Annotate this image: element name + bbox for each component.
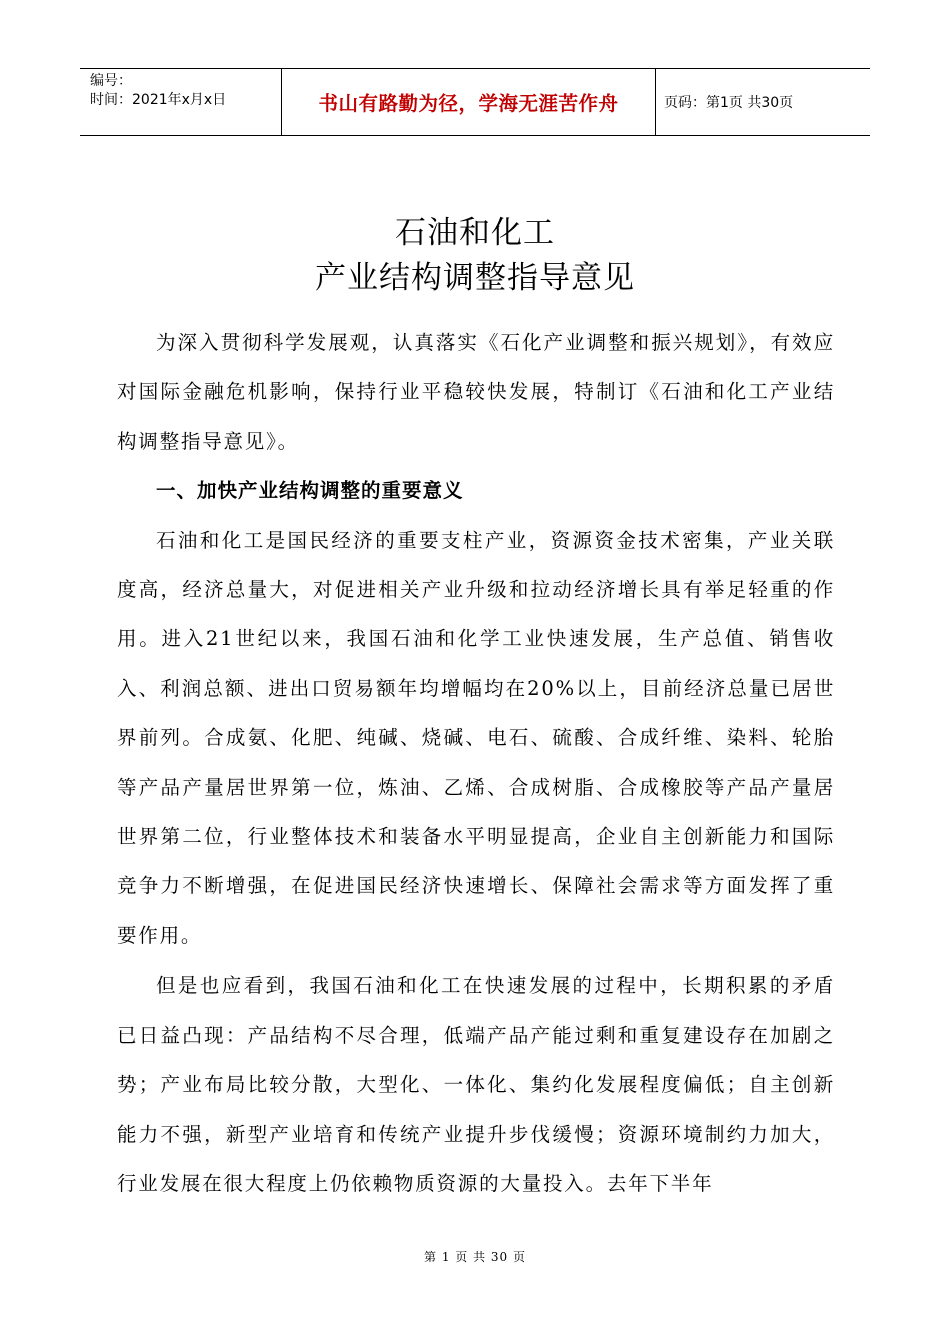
header-meta-cell [80,69,282,135]
section-heading: 一、加快产业结构调整的重要意义 [156,479,464,503]
header-motto: 书山有路勤为径，学海无涯苦作舟 [282,69,656,135]
document-title-line2: 产业结构调整指导意见 [315,260,635,296]
time-label: 时间：2021年x月x日 [90,92,227,108]
document-body [117,318,835,1208]
intro-paragraph: 为深入贯彻科学发展观，认真落实《石化产业调整和振兴规划》，有效应对国际金融危机影响，保持行业平稳较快发展，特制订《石油和化工产业结构调整指导意见》。 [117,331,835,453]
number-label: 编号： [90,73,132,89]
page-footer: 第 1 页 共 30 页 [424,1250,526,1264]
header-table [80,68,870,136]
body-paragraph: 石油和化工是国民经济的重要支柱产业，资源资金技术密集，产业关联度高，经济总量大，对促进相关产业升级和拉动经济增长具有举足轻重的作用。进入21世纪以来，我国石油和化学工业快速发展，生产总值、销售收入、利润总额、进出口贸易额年均增幅均在20%以上，目前经济总量已居世界前列。合成氨、化肥、纯碱、烧碱、电石、硫酸、合成纤维、染料、轮胎等产品产量居世界第一位，炼油、乙烯、合成树脂、合成橡胶等产品产量居世界第二位，行业整体技术和装备水平明显提高，企业自主创新能力和国际竞争力不断增强，在促进国民经济快速增长、保障社会需求等方面发挥了重要作用。 [117,528,835,947]
body-paragraph: 但是也应看到，我国石油和化工在快速发展的过程中，长期积累的矛盾已日益凸现：产品结构不尽合理，低端产品产能过剩和重复建设存在加剧之势；产业布局比较分散，大型化、一体化、集约化发展程度偏低；自主创新能力不强，新型产业培育和传统产业提升步伐缓慢；资源环境制约力加大，行业发展在很大程度上仍依赖物质资源的大量投入。去年下半年 [117,974,835,1195]
header-page-info: 页码：第1页 共30页 [664,95,794,111]
document-title-line1: 石油和化工 [395,215,555,251]
